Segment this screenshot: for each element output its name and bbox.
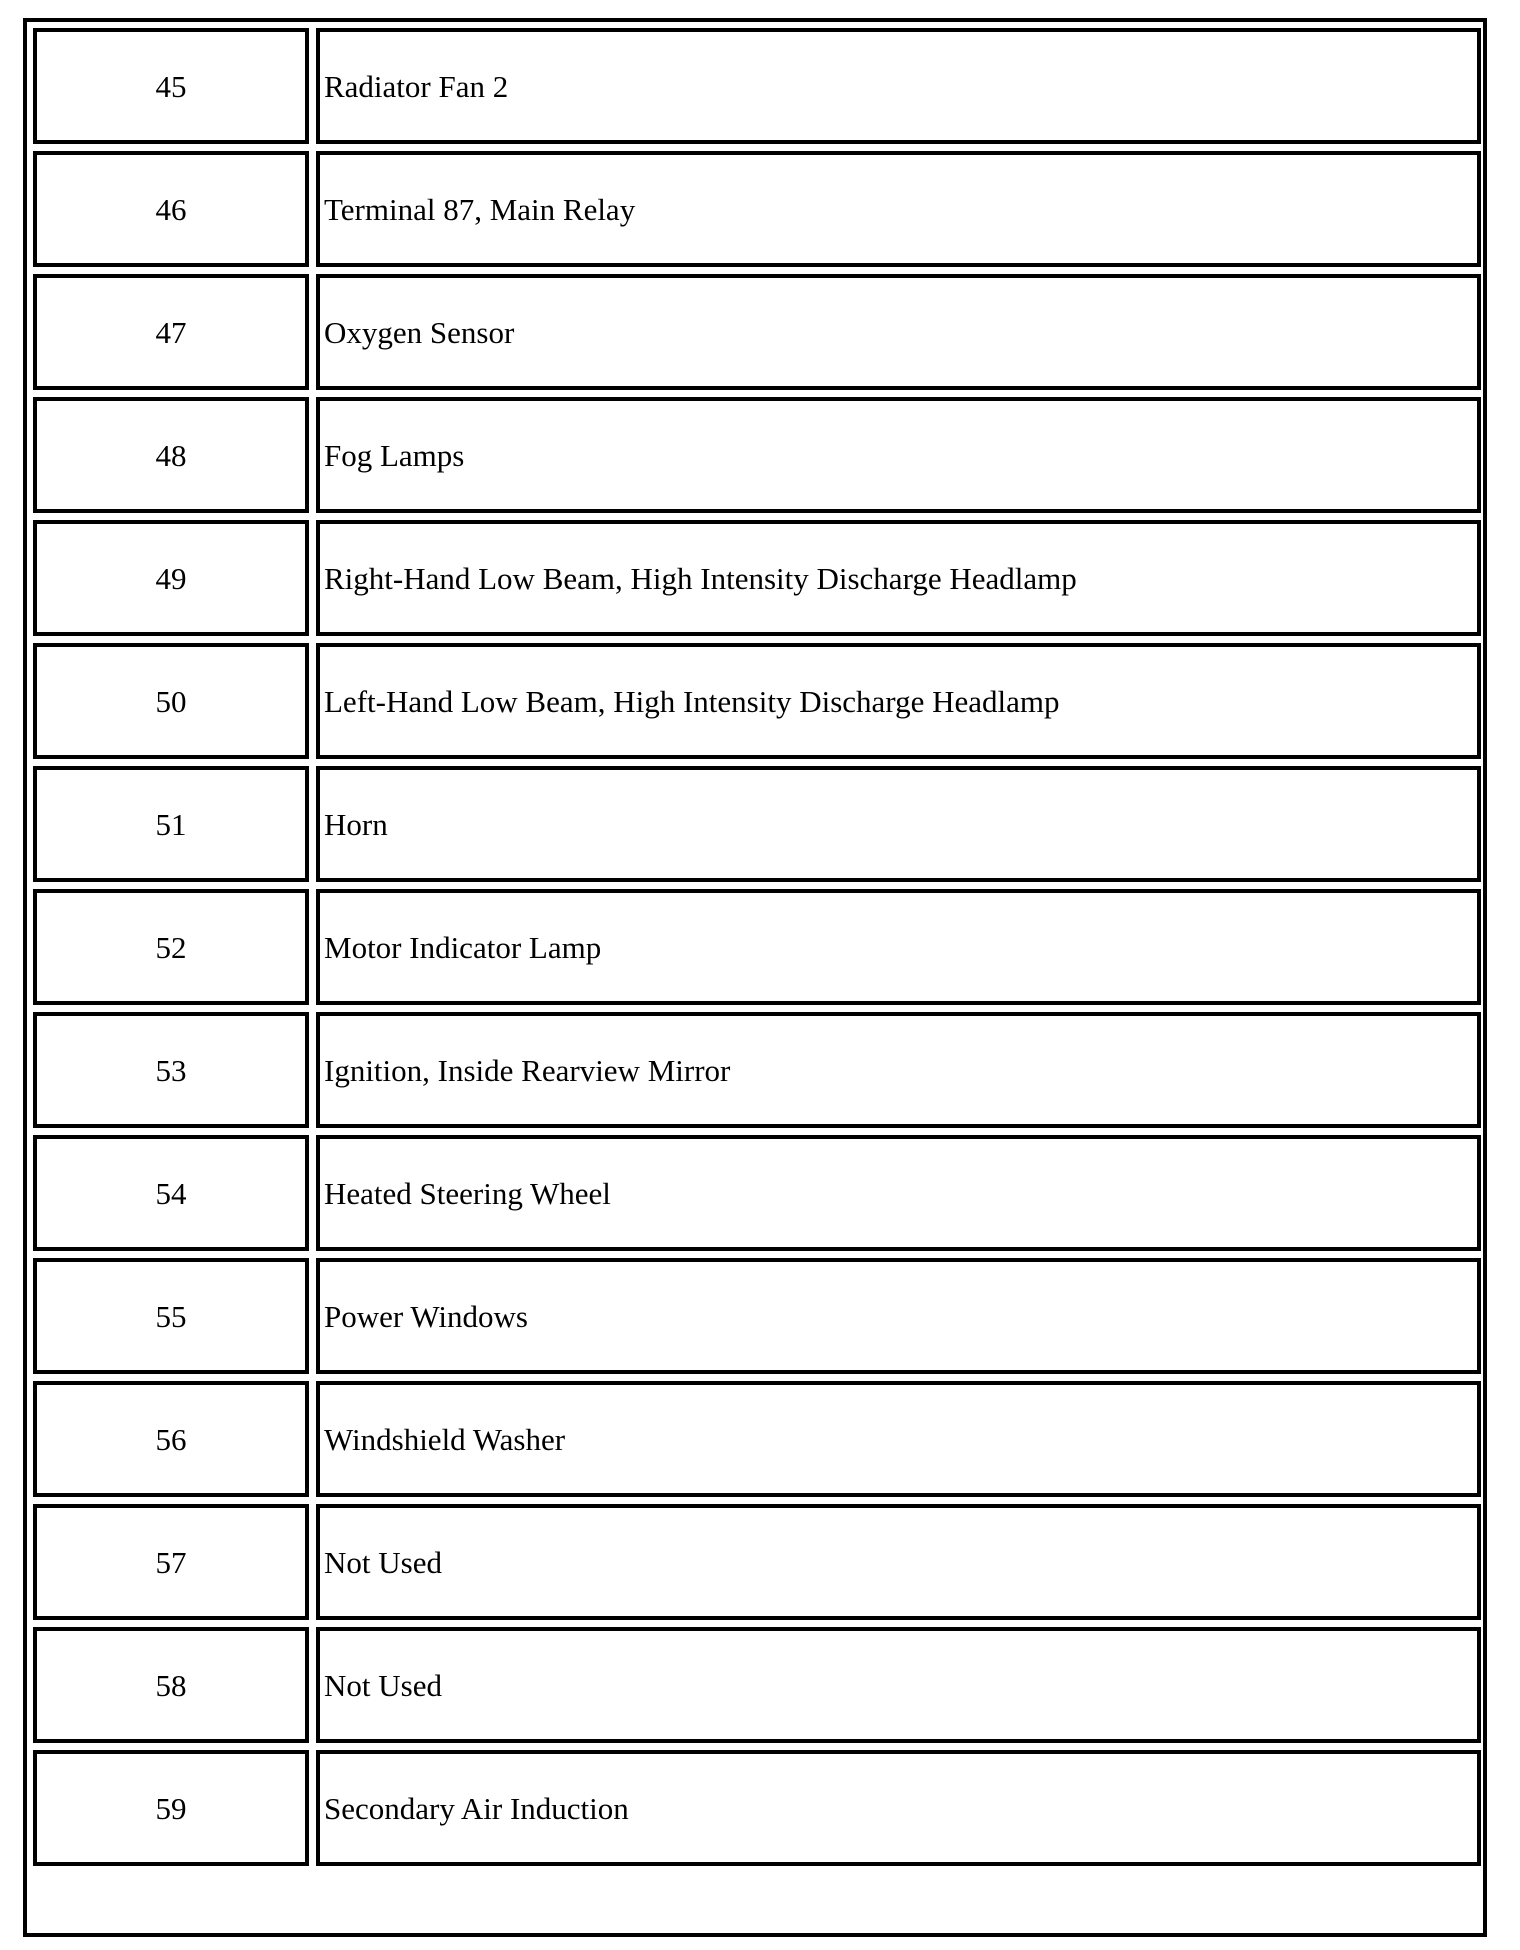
fuse-description-cell: Windshield Washer (316, 1381, 1481, 1497)
table-row (33, 1381, 1481, 1497)
cell-gap (309, 397, 316, 513)
table-row (33, 274, 1481, 390)
table-row (33, 1258, 1481, 1374)
fuse-number-cell: 50 (33, 643, 309, 759)
fuse-number-cell: 53 (33, 1012, 309, 1128)
fuse-description-cell: Radiator Fan 2 (316, 28, 1481, 144)
fuse-number-cell: 52 (33, 889, 309, 1005)
cell-gap (309, 1750, 316, 1866)
cell-gap (309, 766, 316, 882)
fuse-description-cell: Ignition, Inside Rearview Mirror (316, 1012, 1481, 1128)
table-row (33, 643, 1481, 759)
fuse-number-cell: 57 (33, 1504, 309, 1620)
fuse-description-cell: Fog Lamps (316, 397, 1481, 513)
table-row (33, 151, 1481, 267)
table-row (33, 520, 1481, 636)
cell-gap (309, 643, 316, 759)
fuse-number-cell: 51 (33, 766, 309, 882)
fuse-number-cell: 58 (33, 1627, 309, 1743)
fuse-number-cell: 59 (33, 1750, 309, 1866)
fuse-description-cell: Not Used (316, 1627, 1481, 1743)
cell-gap (309, 28, 316, 144)
table-row (33, 397, 1481, 513)
cell-gap (309, 1258, 316, 1374)
fuse-table (33, 21, 1481, 1873)
fuse-number-cell: 49 (33, 520, 309, 636)
table-row (33, 28, 1481, 144)
cell-gap (309, 1627, 316, 1743)
fuse-description-cell: Right-Hand Low Beam, High Intensity Discharge Headlamp (316, 520, 1481, 636)
fuse-table-frame (23, 18, 1487, 1937)
fuse-table-body (33, 28, 1481, 1866)
cell-gap (309, 1135, 316, 1251)
table-row (33, 1750, 1481, 1866)
fuse-number-cell: 55 (33, 1258, 309, 1374)
fuse-number-cell: 56 (33, 1381, 309, 1497)
cell-gap (309, 1504, 316, 1620)
cell-gap (309, 520, 316, 636)
fuse-description-cell: Heated Steering Wheel (316, 1135, 1481, 1251)
fuse-description-cell: Power Windows (316, 1258, 1481, 1374)
fuse-number-cell: 47 (33, 274, 309, 390)
cell-gap (309, 151, 316, 267)
cell-gap (309, 1012, 316, 1128)
fuse-description-cell: Secondary Air Induction (316, 1750, 1481, 1866)
table-row (33, 766, 1481, 882)
fuse-number-cell: 54 (33, 1135, 309, 1251)
fuse-number-cell: 48 (33, 397, 309, 513)
table-row (33, 1135, 1481, 1251)
cell-gap (309, 889, 316, 1005)
table-row (33, 889, 1481, 1005)
fuse-number-cell: 46 (33, 151, 309, 267)
fuse-description-cell: Motor Indicator Lamp (316, 889, 1481, 1005)
fuse-description-cell: Terminal 87, Main Relay (316, 151, 1481, 267)
fuse-description-cell: Oxygen Sensor (316, 274, 1481, 390)
table-row (33, 1627, 1481, 1743)
table-row (33, 1504, 1481, 1620)
fuse-description-cell: Left-Hand Low Beam, High Intensity Discharge Headlamp (316, 643, 1481, 759)
table-row (33, 1012, 1481, 1128)
fuse-number-cell: 45 (33, 28, 309, 144)
fuse-description-cell: Not Used (316, 1504, 1481, 1620)
cell-gap (309, 1381, 316, 1497)
fuse-description-cell: Horn (316, 766, 1481, 882)
cell-gap (309, 274, 316, 390)
